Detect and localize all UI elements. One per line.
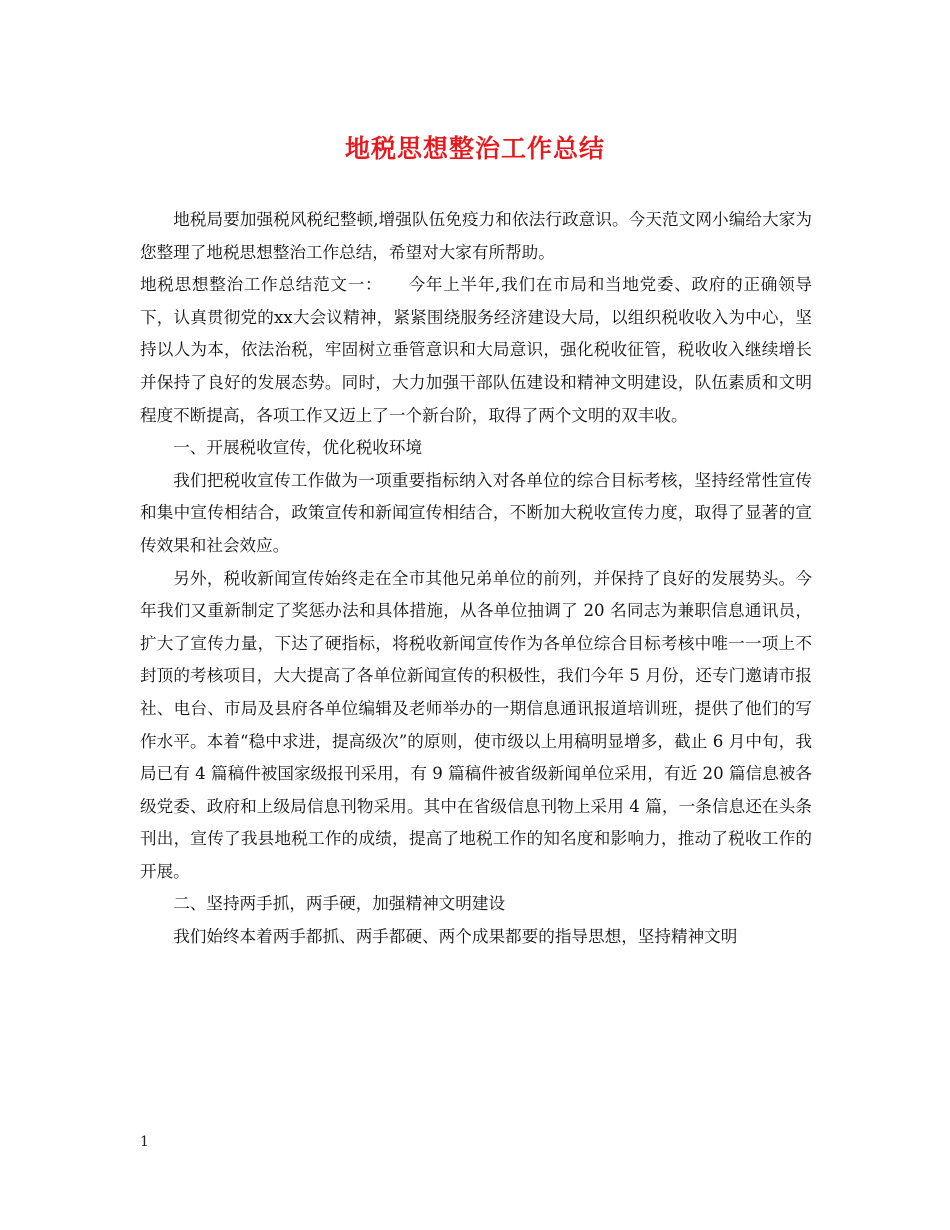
body-paragraph: 我们把税收宣传工作做为一项重要指标纳入对各单位的综合目标考核，坚持经常性宣传和集中宣传相结合，政策宣传和新闻宣传相结合，不断加大税收宣传力度，取得了显著的宣传效果和社会效应。 <box>140 470 812 555</box>
body-paragraph: 另外，税收新闻宣传始终走在全市其他兄弟单位的前列，并保持了良好的发展势头。今年我们又重新制定了奖惩办法和具体措施，从各单位抽调了 20 名同志为兼职信息通讯员，扩大了宣传力量，下达了硬指标，将税收新闻宣传作为各单位综合目标考核中唯一一项上不封顶的考核项目，大大提高了各单位新闻宣传的积极性，我们今年 5 月份，还专门邀请市报社、电台、市局及县府各单位编辑及老师举办的一期信息通讯报道培训班，提供了他们的写作水平。本着“稳中求进，提高级次”的原则，使市级以上用稿明显增多，截止 6 月中旬，我局已有 4 篇稿件被国家级报刊采用，有 9 篇稿件被省级新闻单位采用，有近 20 篇信息被各级党委、政府和上级局信息刊物采用。其中在省级信息刊物上采用 4 篇，一条信息还在头条刊出，宣传了我县地税工作的成绩，提高了地税工作的知名度和影响力，推动了税收工作的开展。 <box>140 568 812 881</box>
section-heading-2: 二、坚持两手抓，两手硬，加强精神文明建设 <box>173 894 506 914</box>
intro-paragraph: 地税局要加强税风税纪整顿,增强队伍免疫力和依法行政意识。今天范文网小编给大家为您整理了地税思想整治工作总结，希望对大家有所帮助。 <box>140 210 812 262</box>
body-paragraph: 我们始终本着两手都抓、两手都硬、两个成果都要的指导思想，坚持精神文明 <box>173 927 738 947</box>
document-body <box>140 204 812 954</box>
sample-one-paragraph: 地税思想整治工作总结范文一： 今年上半年,我们在市局和当地党委、政府的正确领导下，认真贯彻党的xx大会议精神，紧紧围绕服务经济建设大局，以组织税收收入为中心，坚持以人为本，依法治税，牢固树立垂管意识和大局意识，强化税收征管，税收收入继续增长并保持了良好的发展态势。同时，大力加强干部队伍建设和精神文明建设，队伍素质和文明程度不断提高，各项工作又迈上了一个新台阶，取得了两个文明的双丰收。 <box>140 275 812 425</box>
section-heading-1: 一、开展税收宣传，优化税收环境 <box>173 438 423 458</box>
document-title: 地税思想整治工作总结 <box>344 134 605 163</box>
page-number: 1 <box>140 1134 149 1150</box>
